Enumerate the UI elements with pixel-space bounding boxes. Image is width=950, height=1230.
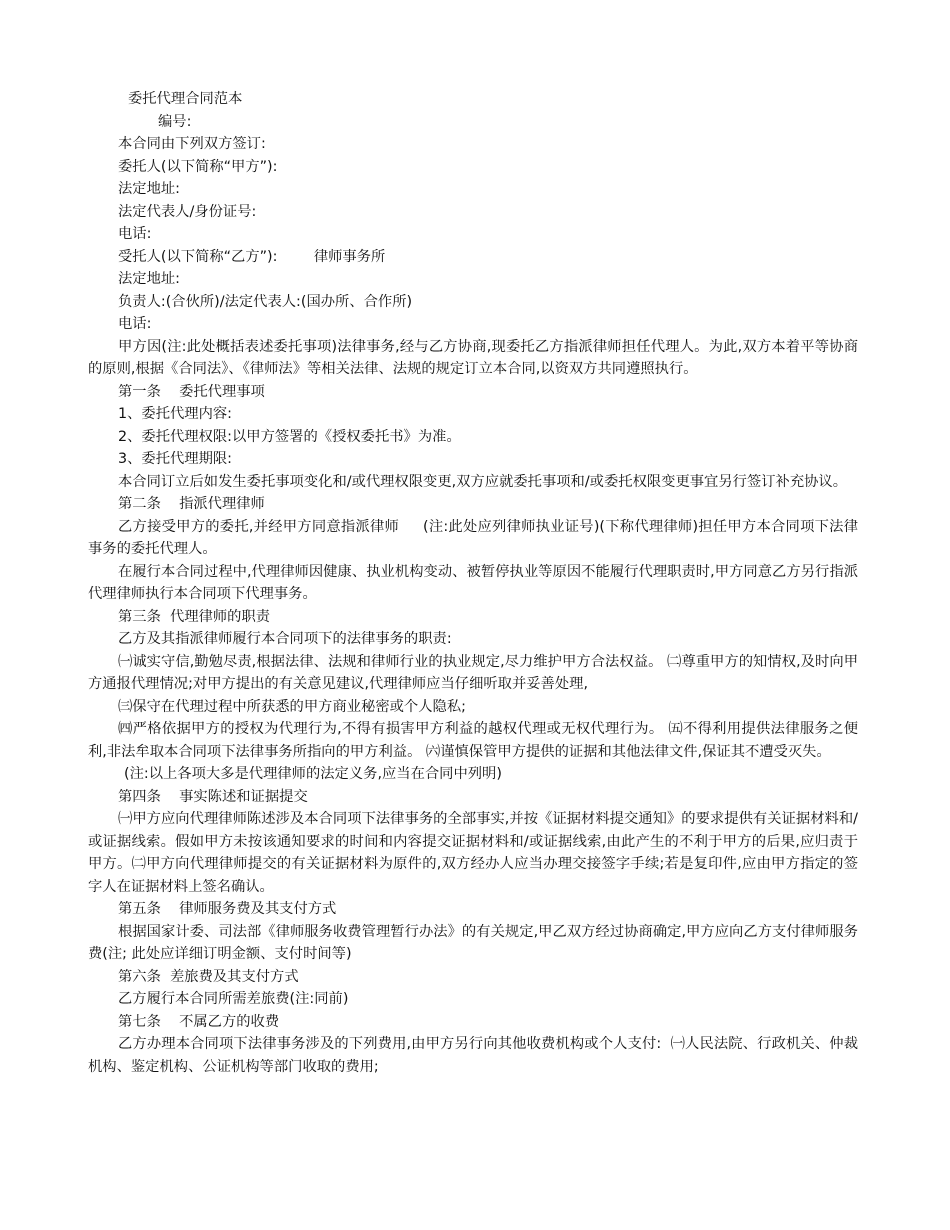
article-3-paragraph: ㈠诚实守信,勤勉尽责,根据法律、法规和律师行业的执业规定,尽力维护甲方合法权益。 ㈡尊重甲方的知情权,及时向甲方通报代理情况;对甲方提出的有关意见建议,代理律师应当仔细听取并妥善处理, bbox=[88, 653, 858, 692]
article-2-title: 第二条 指派代理律师 bbox=[118, 496, 265, 512]
article-1-item: 2、委托代理权限:以甲方签署的《授权委托书》为准。 bbox=[118, 428, 461, 445]
article-4-paragraph: ㈠甲方应向代理律师陈述涉及本合同项下法律事务的全部事实,并按《证据材料提交通知》的要求提供有关证据材料和/或证据线索。假如甲方未按该通知要求的时间和内容提交证据材料和/或证据线索,由此产生的不利于甲方的后果,应归责于甲方。㈡甲方向代理律师提交的有关证据材料为原件的,双方经办人应当办理交接签字手续;若是复印件,应由甲方指定的签字人在证据材料上签名确认。 bbox=[88, 811, 858, 895]
party-line: 法定代表人/身份证号: bbox=[118, 203, 257, 220]
article-3-title: 第三条 代理律师的职责 bbox=[118, 608, 271, 625]
article-2-paragraph: 在履行本合同过程中,代理律师因健康、执业机构变动、被暂停执业等原因不能履行代理职责时,甲方同意乙方另行指派代理律师执行本合同项下代理事务。 bbox=[88, 563, 858, 602]
article-3-paragraph: ㈢保守在代理过程中所获悉的甲方商业秘密或个人隐私; bbox=[118, 698, 466, 715]
party-line: 法定地址: bbox=[118, 271, 181, 287]
article-1-paragraph: 本合同订立后如发生委托事项变化和/或代理权限变更,双方应就委托事项和/或委托权限变更事宜另行签订补充协议。 bbox=[118, 473, 848, 490]
party-line: 电话: bbox=[118, 316, 152, 332]
article-5-title: 第五条 律师服务费及其支付方式 bbox=[118, 901, 337, 917]
party-line: 电话: bbox=[118, 226, 152, 242]
article-3-note: (注:以上各项大多是代理律师的法定义务,应当在合同中列明) bbox=[124, 766, 502, 782]
doc-title: 委托代理合同范本 bbox=[128, 91, 243, 107]
article-7-title: 第七条 不属乙方的收费 bbox=[118, 1013, 280, 1030]
article-6-title: 第六条 差旅费及其支付方式 bbox=[118, 968, 299, 985]
article-1-title: 第一条 委托代理事项 bbox=[118, 383, 265, 400]
article-7-paragraph: 乙方办理本合同项下法律事务涉及的下列费用,由甲方另行向其他收费机构或个人支付: ㈠人民法院、行政机关、仲裁机构、鉴定机构、公证机构等部门收取的费用; bbox=[88, 1036, 858, 1075]
article-2-paragraph: 乙方接受甲方的委托,并经甲方同意指派律师 (注:此处应列律师执业证号)(下称代理律师)担任甲方本合同项下法律事务的委托代理人。 bbox=[88, 518, 858, 557]
article-6-paragraph: 乙方履行本合同所需差旅费(注:同前) bbox=[118, 991, 349, 1007]
party-line: 法定地址: bbox=[118, 181, 181, 197]
party-line: 负责人:(合伙所)/法定代表人:(国办所、合作所) bbox=[118, 293, 413, 310]
article-5-paragraph: 根据国家计委、司法部《律师服务收费管理暂行办法》的有关规定,甲乙双方经过协商确定,甲方应向乙方支付律师服务费(注; 此处应详细订明金额、支付时间等) bbox=[88, 923, 858, 962]
party-line: 本合同由下列双方签订: bbox=[118, 136, 266, 152]
article-1-item: 1、委托代理内容: bbox=[118, 406, 232, 422]
article-3-paragraph: ㈣严格依据甲方的授权为代理行为,不得有损害甲方利益的越权代理或无权代理行为。 ㈤不得利用提供法律服务之便利,非法牟取本合同项下法律事务所指向的甲方利益。 ㈥谨慎保管甲方提供的证据和其他法律文件,保证其不遭受灭失。 bbox=[88, 721, 858, 760]
contract-number-label: 编号: bbox=[158, 113, 192, 130]
article-4-title: 第四条 事实陈述和证据提交 bbox=[118, 788, 308, 805]
article-1-item: 3、委托代理期限: bbox=[118, 451, 232, 467]
party-line: 委托人(以下简称“甲方”): bbox=[118, 158, 278, 175]
article-3-paragraph: 乙方及其指派律师履行本合同项下的法律事务的职责: bbox=[118, 631, 452, 647]
intro-paragraph: 甲方因(注:此处概括表述委托事项)法律事务,经与乙方协商,现委托乙方指派律师担任代理人。为此,双方本着平等协商的原则,根据《合同法》、《律师法》等相关法律、法规的规定订立本合同,以资双方共同遵照执行。 bbox=[88, 338, 858, 377]
party-line: 受托人(以下简称“乙方”): 律师事务所 bbox=[118, 248, 386, 265]
